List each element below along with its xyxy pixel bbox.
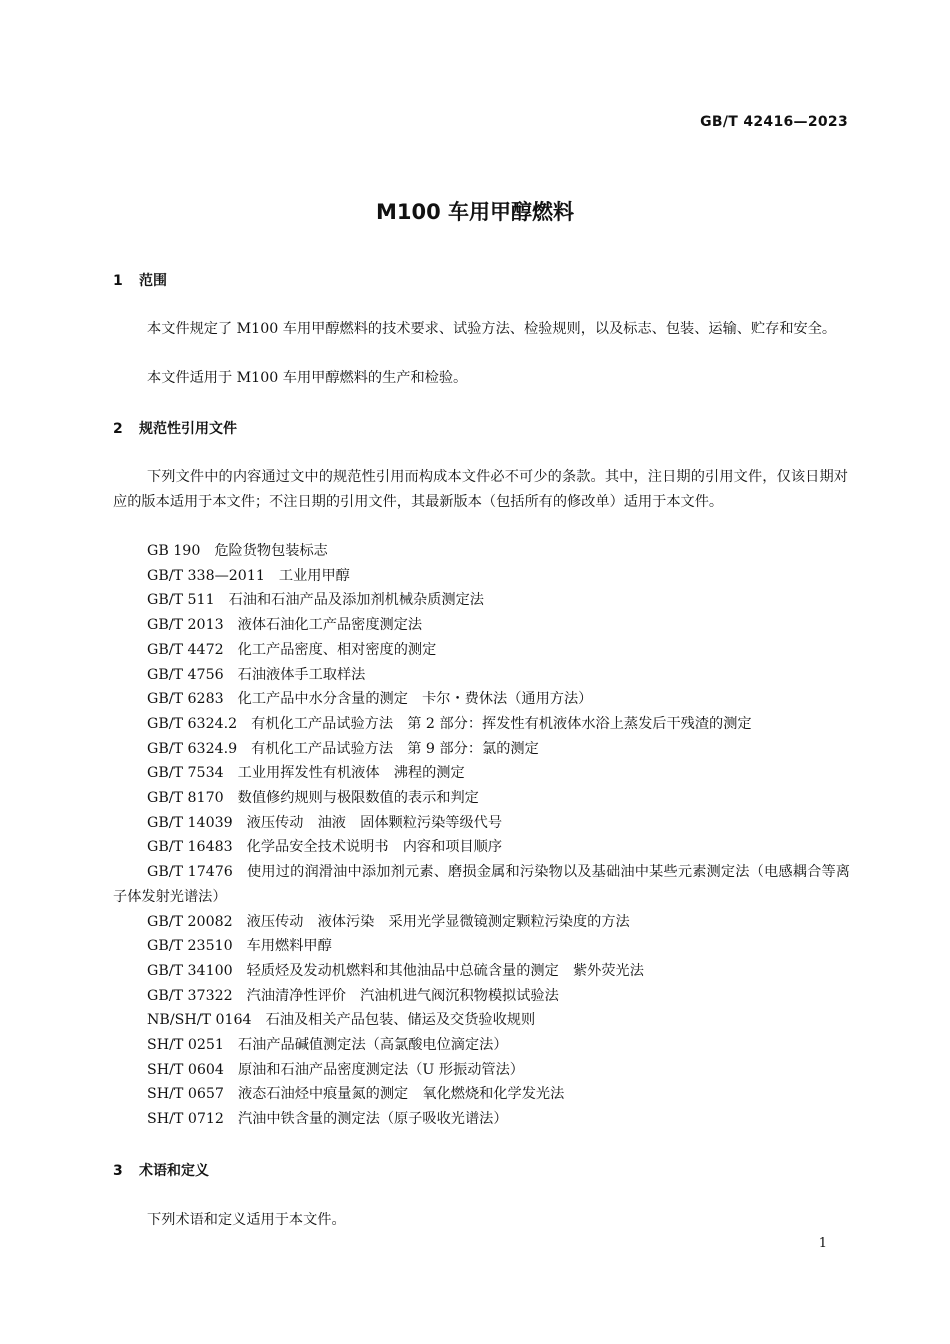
- section-number: 2: [113, 421, 123, 437]
- reference-title: 石油液体手工取样法: [237, 666, 366, 683]
- reference-item: [113, 687, 850, 712]
- section-2-heading: [113, 418, 237, 438]
- reference-title: 石油和石油产品及添加剂机械杂质测定法: [228, 592, 484, 609]
- reference-code: GB/T 16483: [147, 839, 233, 856]
- section-number: 3: [113, 1163, 123, 1179]
- reference-code: GB/T 7534: [147, 765, 224, 782]
- section-1-heading: [113, 270, 167, 290]
- section-number: 1: [113, 273, 123, 289]
- reference-title: 车用燃料甲醇: [246, 938, 332, 955]
- reference-item: [113, 1058, 850, 1083]
- reference-title: 液压传动 液体污染 采用光学显微镜测定颗粒污染度的方法: [246, 913, 630, 930]
- reference-code: GB 190: [147, 543, 201, 559]
- standard-id: GB/T 42416—2023: [700, 114, 848, 130]
- reference-code: GB/T 8170: [147, 790, 224, 807]
- section-2-paragraph-1: 下列文件中的内容通过文中的规范性引用而构成本文件必不可少的条款。其中，注日期的引用文件，仅该日期对应的版本适用于本文件；不注日期的引用文件，其最新版本（包括所有的修改单）适用于本文件。: [113, 469, 848, 510]
- reference-title: 化学品安全技术说明书 内容和项目顺序: [246, 839, 503, 856]
- reference-code: NB/SH/T 0164: [147, 1012, 252, 1029]
- reference-item: [113, 663, 850, 688]
- reference-code: GB/T 17476: [147, 864, 233, 881]
- reference-title: 有机化工产品试验方法 第 2 部分：挥发性有机液体水浴上蒸发后干残渣的测定: [251, 715, 752, 732]
- reference-title: 轻质烃及发动机燃料和其他油品中总硫含量的测定 紫外荧光法: [246, 962, 644, 979]
- section-title: 规范性引用文件: [139, 421, 237, 437]
- reference-title: 使用过的润滑油中添加剂元素、磨损金属和污染物以及基础油中某些元素测定法（电感耦合等离子体发射光谱法）: [113, 864, 850, 905]
- reference-item: [113, 959, 850, 984]
- reference-item: [113, 934, 850, 959]
- reference-title: 数值修约规则与极限数值的表示和判定: [237, 790, 479, 807]
- reference-item: [113, 860, 850, 909]
- reference-code: GB/T 6283: [147, 691, 224, 708]
- section-1-paragraph-1: 本文件规定了 M100 车用甲醇燃料的技术要求、试验方法、检验规则，以及标志、包装、运输、贮存和安全。: [147, 321, 837, 337]
- reference-title: 液态石油烃中痕量氮的测定 氧化燃烧和化学发光法: [237, 1086, 565, 1103]
- reference-code: SH/T 0604: [147, 1061, 224, 1078]
- reference-item: [113, 588, 850, 613]
- reference-title: 汽油清净性评价 汽油机进气阀沉积物模拟试验法: [246, 987, 559, 1004]
- reference-item: [113, 835, 850, 860]
- section-title: 范围: [139, 273, 167, 289]
- reference-item: [113, 1008, 850, 1033]
- reference-title: 危险货物包装标志: [214, 543, 328, 559]
- reference-item: [113, 712, 850, 737]
- section-title: 术语和定义: [139, 1163, 209, 1179]
- reference-code: GB/T 34100: [147, 962, 233, 979]
- reference-title: 工业用挥发性有机液体 沸程的测定: [237, 765, 465, 782]
- reference-item: [113, 984, 850, 1009]
- reference-item: [113, 564, 850, 589]
- reference-title: 石油及相关产品包装、储运及交货验收规则: [265, 1012, 536, 1029]
- reference-item: [113, 811, 850, 836]
- reference-title: 原油和石油产品密度测定法（U 形振动管法）: [237, 1061, 524, 1078]
- reference-item: [113, 910, 850, 935]
- reference-code: GB/T 6324.2: [147, 715, 238, 732]
- reference-item: [113, 1107, 850, 1132]
- reference-code: SH/T 0712: [147, 1111, 224, 1128]
- section-3-paragraph-1: 下列术语和定义适用于本文件。: [147, 1212, 346, 1228]
- reference-code: SH/T 0657: [147, 1086, 224, 1103]
- reference-code: GB/T 6324.9: [147, 740, 238, 757]
- reference-title: 化工产品中水分含量的测定 卡尔・费休法（通用方法）: [237, 691, 593, 708]
- section-3-heading: [113, 1160, 209, 1180]
- reference-title: 液体石油化工产品密度测定法: [237, 617, 423, 634]
- reference-code: GB/T 4472: [147, 641, 224, 658]
- reference-code: GB/T 2013: [147, 617, 224, 634]
- reference-item: [113, 761, 850, 786]
- document-title: M100 车用甲醇燃料: [375, 200, 575, 224]
- normative-references-list: [113, 539, 850, 1132]
- reference-item: [113, 1033, 850, 1058]
- reference-code: GB/T 37322: [147, 987, 233, 1004]
- reference-title: 液压传动 油液 固体颗粒污染等级代号: [246, 814, 503, 831]
- reference-code: GB/T 14039: [147, 814, 233, 831]
- reference-code: GB/T 20082: [147, 913, 233, 930]
- reference-code: GB/T 23510: [147, 938, 233, 955]
- reference-code: SH/T 0251: [147, 1037, 224, 1054]
- reference-item: [113, 1082, 850, 1107]
- reference-title: 化工产品密度、相对密度的测定: [237, 641, 437, 658]
- reference-item: [113, 613, 850, 638]
- reference-title: 石油产品碱值测定法（高氯酸电位滴定法）: [237, 1037, 508, 1054]
- reference-code: GB/T 511: [147, 592, 215, 609]
- reference-code: GB/T 338—2011: [147, 567, 265, 584]
- page-number: 1: [818, 1236, 827, 1251]
- section-1-paragraph-2: 本文件适用于 M100 车用甲醇燃料的生产和检验。: [147, 370, 468, 386]
- reference-title: 工业用甲醇: [278, 567, 350, 584]
- reference-item: [113, 539, 850, 564]
- reference-title: 有机化工产品试验方法 第 9 部分：氯的测定: [251, 740, 539, 757]
- reference-item: [113, 737, 850, 762]
- reference-item: [113, 786, 850, 811]
- reference-code: GB/T 4756: [147, 666, 224, 683]
- reference-item: [113, 638, 850, 663]
- reference-title: 汽油中铁含量的测定法（原子吸收光谱法）: [237, 1111, 508, 1128]
